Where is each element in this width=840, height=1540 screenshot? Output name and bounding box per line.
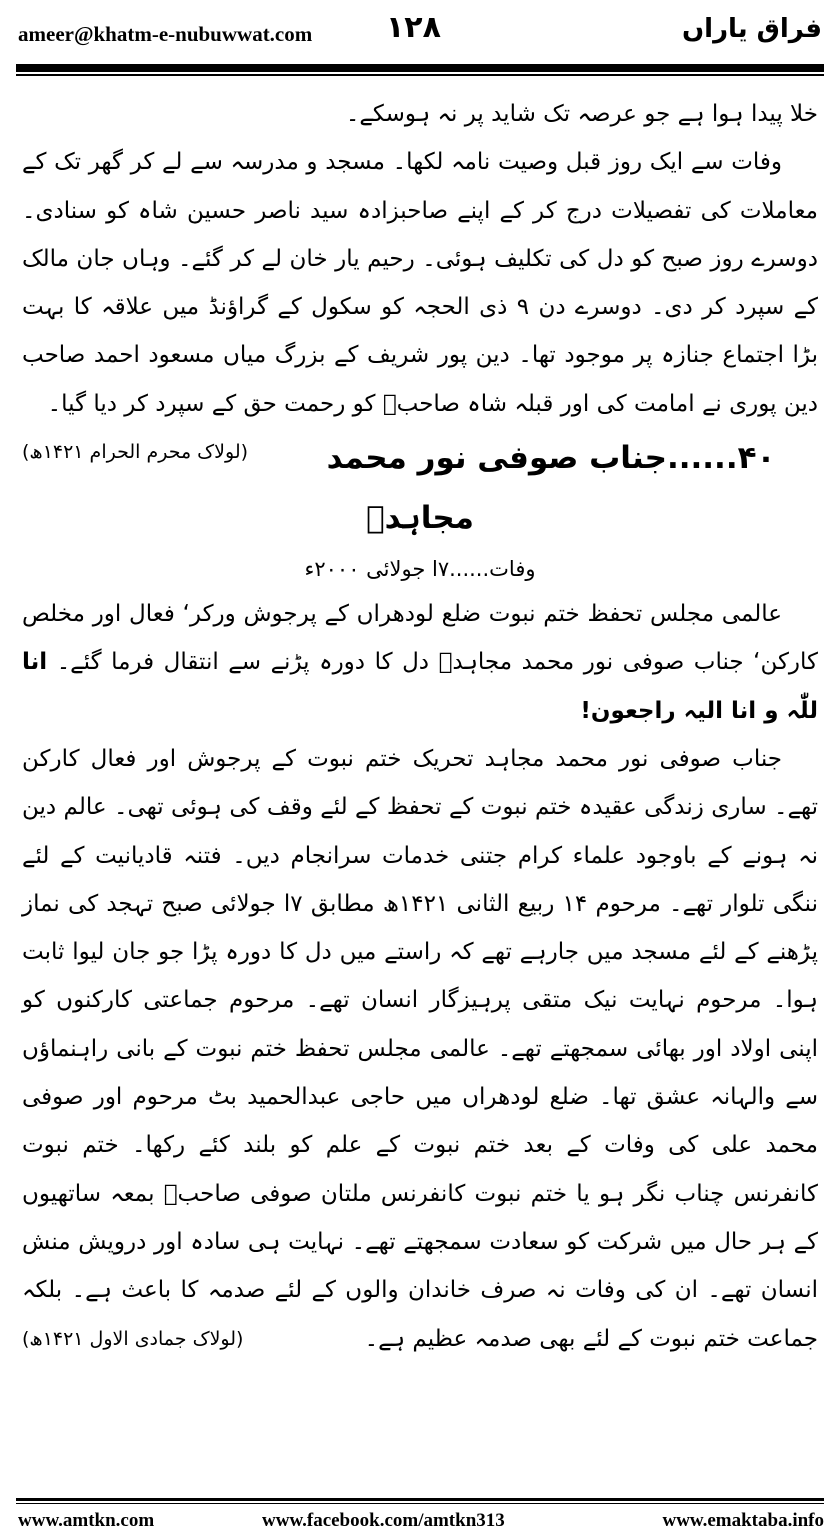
page-footer [0,1510,840,1538]
paragraph-announcement [22,590,818,735]
page-header [0,0,840,66]
paragraph-biography-text: جناب صوفی نور محمد مجاہد تحریک ختم نبوت کے پرجوش اور فعال کارکن تھے۔ ساری زندگی عقیدہ ختم نبوت کے تحفظ کے لئے وقف کی ہوئی تھی۔ عالم دین نہ ہونے کے باوجود علماء کرام جتنی خدمات سرانجام دیں۔ فتنہ قادیانیت کے لئے ننگی تلوار تھے۔ مرحوم ۱۴ ربیع الثانی ۱۴۲۱ھ مطابق ۷ا جولائی صبح تہجد کی نماز پڑھنے کے لئے مسجد میں جارہے تھے کہ راستے میں دل کا دورہ پڑا جو جان لیوا ثابت ہوا۔ مرحوم نہایت نیک متقی پرہیزگار انسان تھے۔ مرحوم جماعتی کارکنوں کو اپنی اولاد اور بھائی سمجھتے تھے۔ عالمی مجلس تحفظ ختم نبوت کے بانی راہنماؤں سے والہانہ عشق تھا۔ ضلع لودھراں میں حاجی عبدالحمید بٹ مرحوم اور صوفی محمد علی کی وفات کے بعد ختم نبوت کے علم کو بلند کئے رکھا۔ ختم نبوت کانفرنس چناب نگر ہو یا ختم نبوت کانفرنس ملتان صوفی صاحبؒ بمعہ ساتھیوں کے ہر حال میں شرکت کو سعادت سمجھتے تھے۔ نہایت ہی سادہ اور درویش منش انسان تھے۔ ان کی وفات نہ صرف خاندان والوں کے لئے صدمہ کا باعث ہے۔ بلکہ جماعت ختم نبوت کے لئے بھی صدمہ عظیم ہے۔ [22,745,818,1352]
page-number: ۱۲۸ [386,10,441,45]
paragraph-biography [22,735,818,1363]
header-rule-thin [16,74,824,76]
paragraph-will [22,138,818,464]
footer-link-emaktaba[interactable]: www.emaktaba.info [662,1510,824,1531]
arabic-phrase: انا للّٰہ و انا الیہ راجعون! [22,649,818,724]
paragraph-continuation: خلا پیدا ہوا ہے جو عرصہ تک شاید پر نہ ہوسکے۔ [345,101,818,127]
reference-citation: (لولاک محرم الحرام ۱۴۲۱ھ) [22,441,249,464]
reference-citation: (لولاک جمادی الاول ۱۴۲۱ھ) [22,1327,244,1350]
footer-link-facebook[interactable]: www.facebook.com/amtkn313 [262,1510,505,1531]
death-date: وفات......۷ا جولائی ۲۰۰۰ء [304,557,536,582]
header-rule-thick [16,64,824,72]
paragraph-announcement-text: عالمی مجلس تحفظ ختم نبوت ضلع لودھراں کے پرجوش ورکر‘ فعال اور مخلص کارکن‘ جناب صوفی نور محمد مجاہدؒ دل کا دورہ پڑنے سے انتقال فرما گئے۔ [22,601,818,676]
footer-link-amtkn[interactable]: www.amtkn.com [18,1510,155,1531]
page-body [22,90,818,1363]
footer-rule-thick [16,1498,824,1501]
section-heading: ۴۰......جناب صوفی نور محمد مجاہدؒ [326,440,776,537]
paragraph-will-text: وفات سے ایک روز قبل وصیت نامہ لکھا۔ مسجد و مدرسہ سے لے کر گھر تک کے معاملات کی تفصیلات درج کر کے اپنے صاحبزادہ سید ناصر حسین شاہ کو سنادی۔ دوسرے روز صبح کو دل کی تکلیف ہوئی۔ رحیم یار خان لے کر گئے۔ وہاں جان مالک کے سپرد کر دی۔ دوسرے دن ۹ ذی الحجہ کو سکول کے گراؤنڈ میں علاقہ کا بہت بڑا اجتماع جنازہ پر موجود تھا۔ دین پور شریف کے بزرگ میاں مسعود احمد صاحب دین پوری نے امامت کی اور قبلہ شاہ صاحبؒ کو رحمت حق کے سپرد کر دیا گیا۔ [22,149,818,417]
book-title: فراق یاراں [681,14,822,44]
header-email: ameer@khatm-e-nubuwwat.com [18,22,313,46]
footer-rule-thin [16,1503,824,1504]
